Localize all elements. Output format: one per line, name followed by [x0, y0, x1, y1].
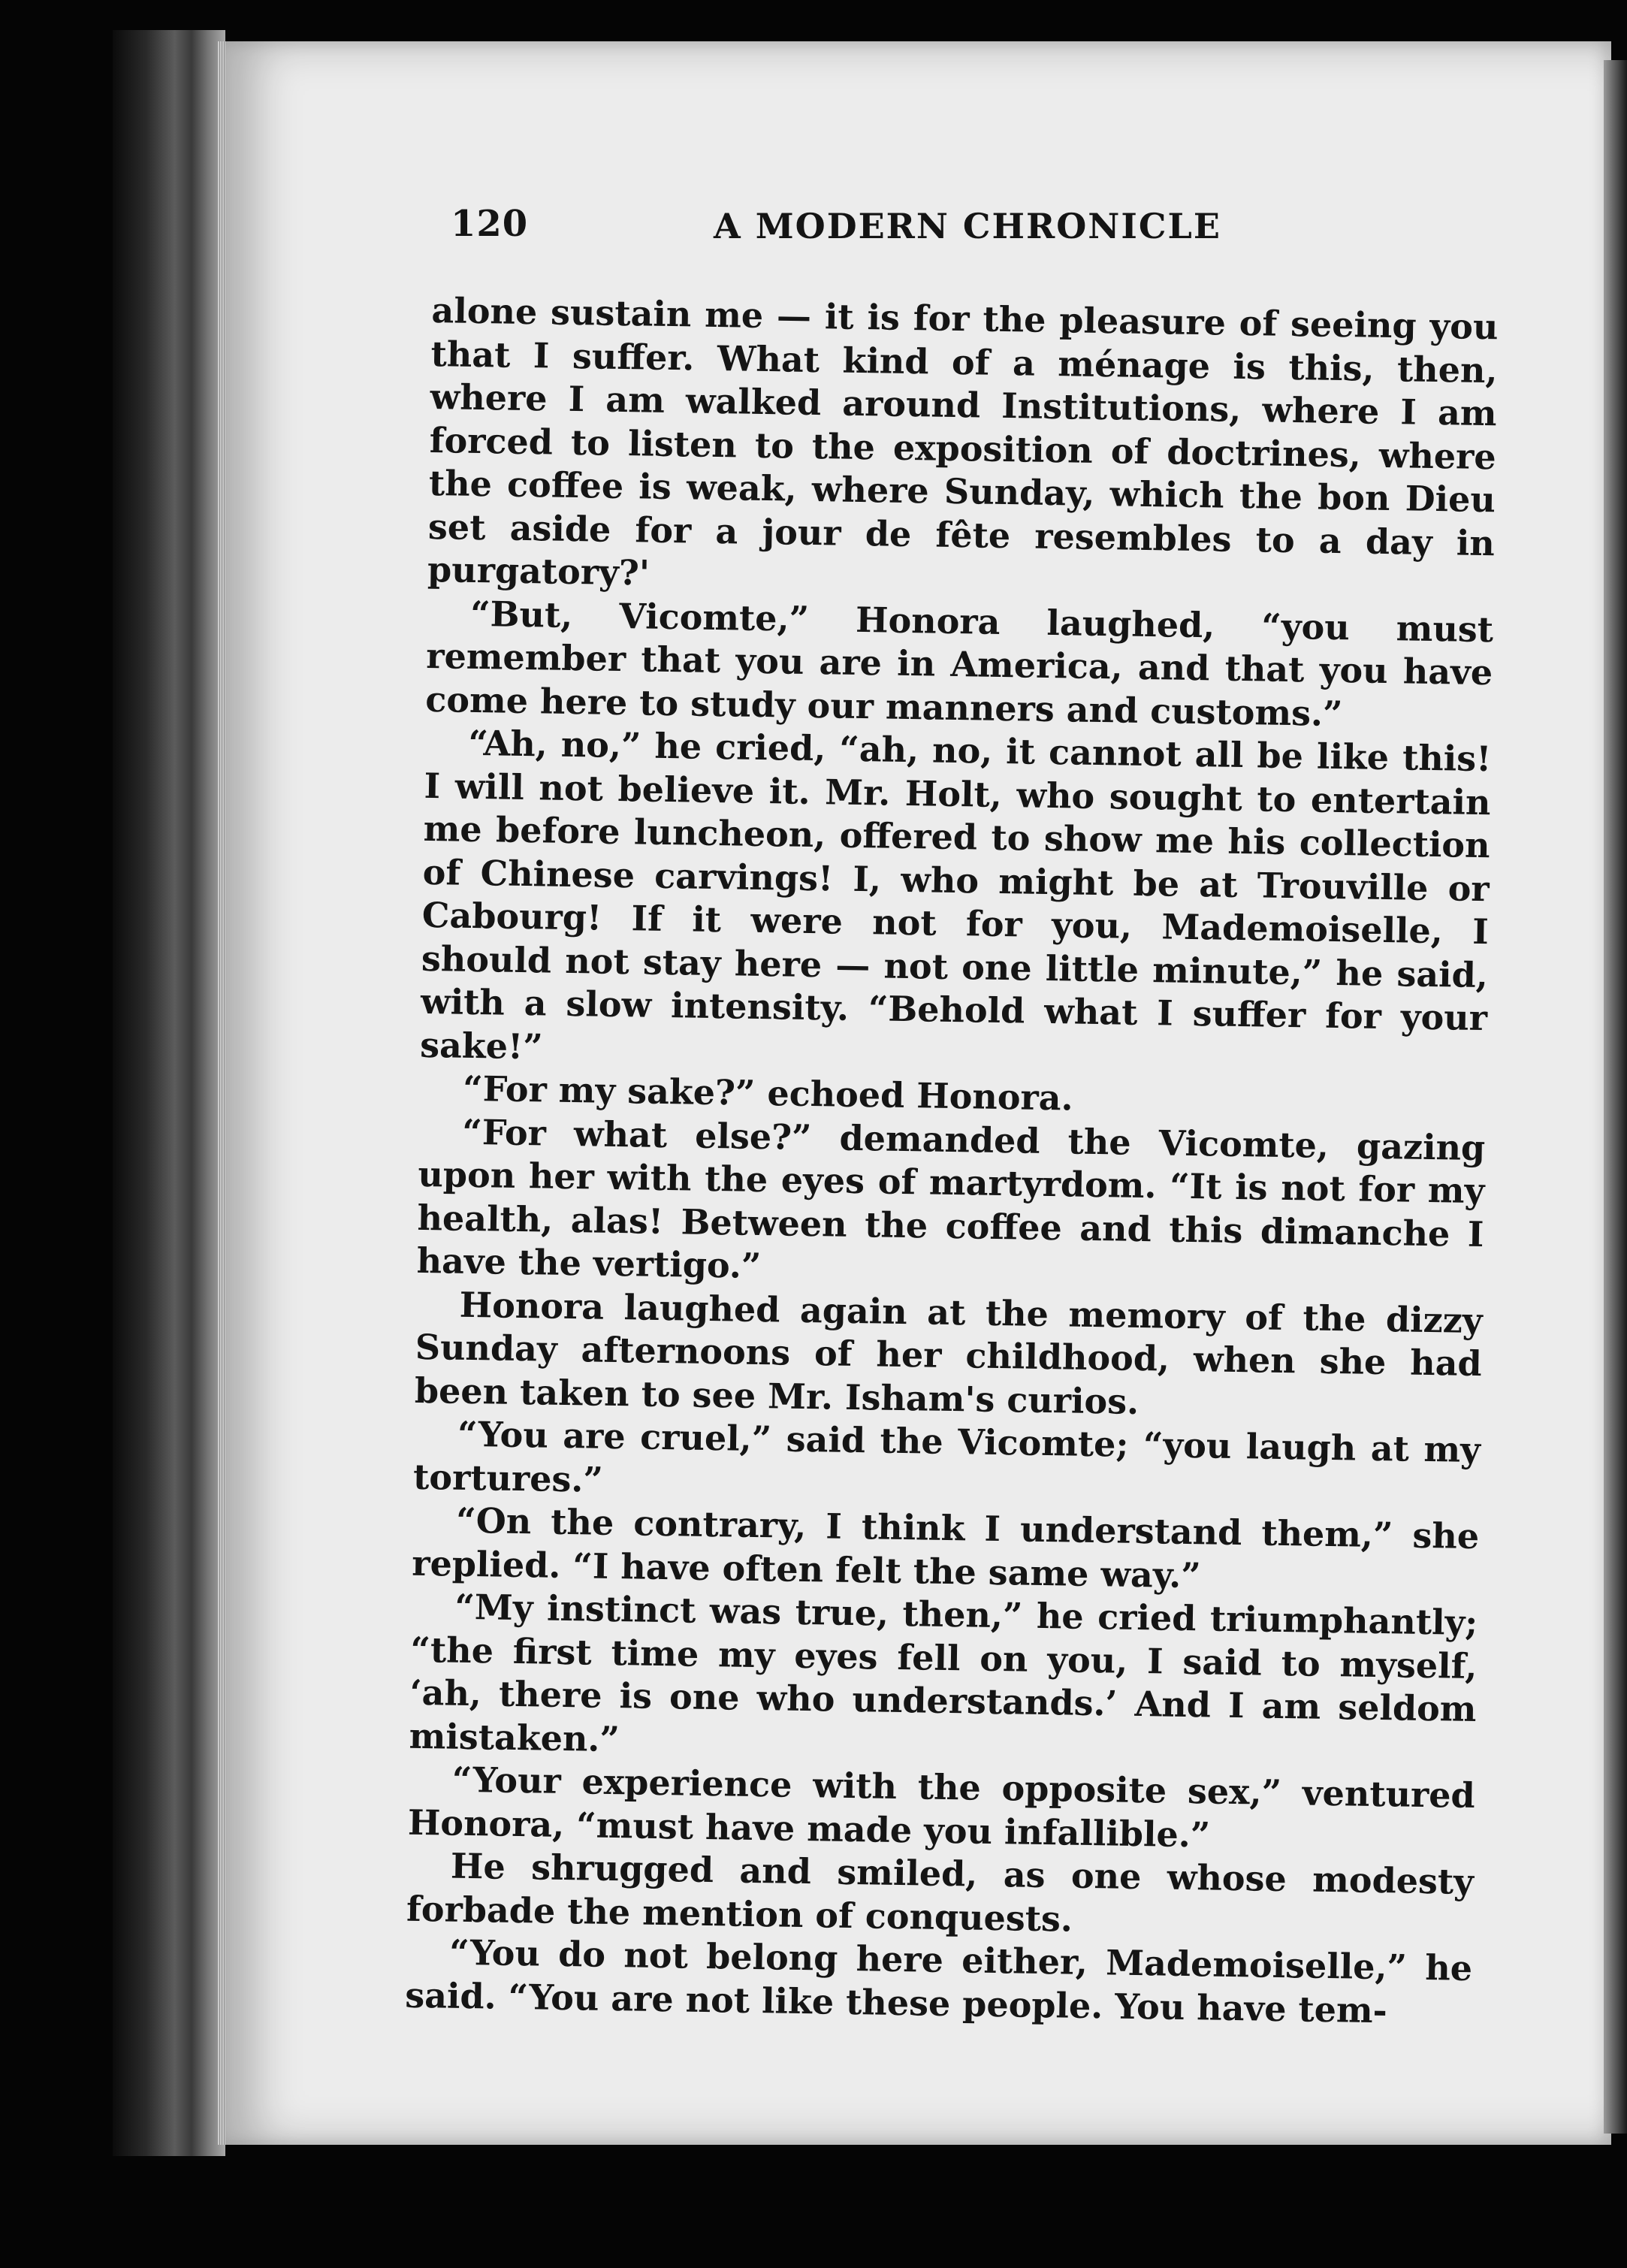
page-edges: [218, 41, 225, 2145]
paragraph-2: “But, Vicomte,” Honora laughed, “you must remember that you are in America, and that you have come here to study our manners and customs.”: [425, 593, 1494, 734]
page-number: 120: [451, 203, 529, 245]
paragraph-7: “You are cruel,” said the Vicomte; “you laugh at my tortures.”: [412, 1413, 1481, 1500]
paragraph-6: Honora laughed again at the memory of the dizzy Sunday afternoons of her childhood, when she had been taken to see Mr. Isham's curios.: [414, 1284, 1484, 1422]
page-header: [451, 203, 1224, 263]
running-title: A MODERN CHRONICLE: [714, 206, 1221, 246]
paragraph-9: “My instinct was true, then,” he cried triumphantly; “the first time my eyes fell on you, I said to myself, ‘ah, there is one who understands.’ And I am seldom mistaken.”: [409, 1586, 1478, 1759]
paragraph-5: “For what else?” demanded the Vicomte, gazing upon her with the eyes of martyrdom. “It is not for my health, alas! Between the coffee and this dimanche I have the vertigo.”: [416, 1111, 1486, 1287]
paragraph-11: He shrugged and smiled, as one whose modesty forbade the mention of conquests.: [406, 1845, 1475, 1940]
paragraph-10: “Your experience with the opposite sex,” ventured Honora, “must have made you infallible.”: [407, 1759, 1476, 1856]
paragraph-3: “Ah, no,” he cried, “ah, no, it cannot all be like this! I will not believe it. Mr. Holt, who sought to entertain me before luncheon, offered to show me his collection of Chinese carvings! I, who might be at Trouville or Cabourg! If it were not for you, Mademoiselle, I should not stay here — not one little minute,” he said, with a slow intensity. “Behold what I suffer for your sake!”: [419, 722, 1492, 1067]
paragraph-1: alone sustain me — it is for the pleasure of seeing you that I suffer. What kind of a ménage is this, then, where I am walked around Institutions, where I am forced to listen to the exposition of doctrines, where the coffee is weak, where Sunday, which the bon Dieu set aside for a jour de fête resembles to a day in purgatory?': [427, 289, 1499, 593]
book-spine: [113, 30, 225, 2156]
paragraph-4: “For my sake?” echoed Honora.: [462, 1068, 1074, 1119]
body-text: [405, 289, 1499, 2034]
paragraph-12: “You do not belong here either, Mademoiselle,” he said. “You are not like these people. You have tem-: [404, 1931, 1473, 2031]
page-right-edge: [1604, 60, 1627, 2134]
paragraph-8: “On the contrary, I think I understand them,” she replied. “I have often felt the same way.”: [411, 1499, 1480, 1596]
